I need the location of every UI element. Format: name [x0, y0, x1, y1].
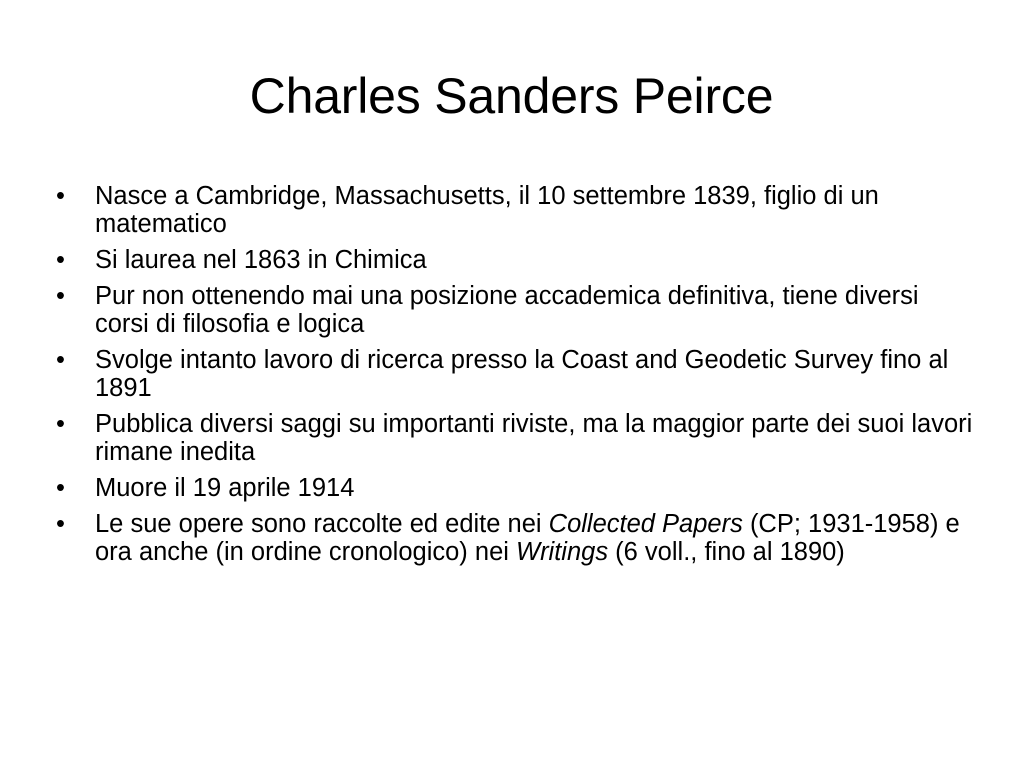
bullet-text: [95, 410, 972, 466]
bullet-text-segment: Pubblica diversi saggi su importanti riviste, ma la maggior parte dei suoi lavori rimane inedita: [95, 410, 973, 466]
bullet-text-segment: (6 voll., fino al 1890): [608, 538, 845, 566]
bullet-text-italic: Collected Papers: [548, 510, 743, 538]
bullet-text: [95, 474, 354, 502]
bullet-item: [56, 182, 976, 238]
bullet-dot-icon: •: [56, 182, 65, 210]
bullet-text-segment: Si laurea nel 1863 in Chimica: [95, 246, 427, 274]
bullet-item: [56, 346, 976, 402]
bullet-text-segment: Muore il 19 aprile 1914: [95, 474, 355, 502]
bullet-text-segment: Pur non ottenendo mai una posizione accademica definitiva, tiene diversi corsi di filosofia e logica: [95, 282, 919, 338]
bullet-text-italic: Writings: [516, 538, 609, 566]
bullet-dot-icon: •: [56, 346, 65, 374]
bullet-text-segment: Svolge intanto lavoro di ricerca presso la Coast and Geodetic Survey fino al 1891: [95, 346, 949, 402]
bullet-text: [95, 282, 919, 338]
bullet-dot-icon: •: [56, 410, 65, 438]
bullet-item: [56, 410, 976, 466]
bullet-text-segment: Nasce a Cambridge, Massachusetts, il 10 settembre 1839, figlio di un matematico: [95, 182, 879, 238]
bullet-text-segment: Le sue opere sono raccolte ed edite nei: [95, 510, 549, 538]
bullet-item: [56, 246, 976, 274]
bullet-dot-icon: •: [56, 282, 65, 310]
bullet-text: [95, 346, 948, 402]
slide-title: Charles Sanders Peirce: [249, 68, 774, 124]
bullet-text: [95, 246, 427, 274]
bullet-dot-icon: •: [56, 474, 65, 502]
bullet-item: [56, 474, 976, 502]
bullet-item: [56, 282, 976, 338]
bullet-dot-icon: •: [56, 510, 65, 538]
bullet-dot-icon: •: [56, 246, 65, 274]
bullet-list: [56, 182, 976, 574]
bullet-text-segment: (CP; 1931-1958) e ora anche (in ordine cronologico) nei: [95, 510, 960, 566]
bullet-item: [56, 510, 976, 566]
bullet-text: [95, 510, 960, 566]
bullet-text: [95, 182, 879, 238]
